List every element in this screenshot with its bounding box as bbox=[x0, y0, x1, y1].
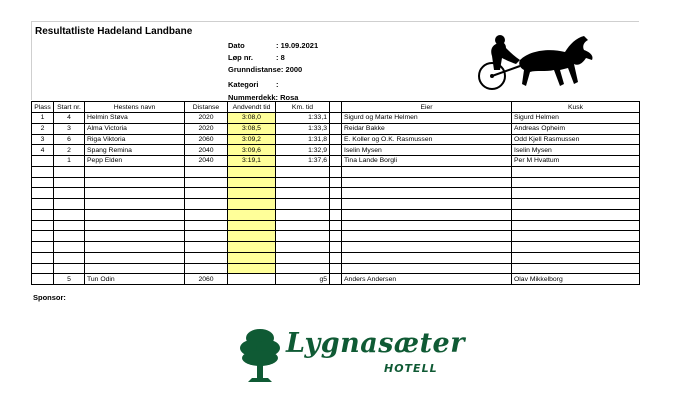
cell-distance bbox=[185, 263, 228, 274]
cell-time: 3:09,2 bbox=[228, 134, 276, 145]
col-header-place: Plass bbox=[32, 102, 54, 113]
cell-time bbox=[228, 188, 276, 199]
cell-time bbox=[228, 177, 276, 188]
table-row bbox=[32, 220, 640, 231]
meta-category: Kategori : bbox=[228, 80, 279, 89]
cell-km-time bbox=[276, 263, 330, 274]
cell-owner bbox=[342, 231, 512, 242]
cell-place bbox=[32, 199, 54, 210]
cell-owner bbox=[342, 166, 512, 177]
cell-owner: Reidar Bakke bbox=[342, 123, 512, 134]
cell-km-time: 1:37,6 bbox=[276, 156, 330, 167]
col-header-driver: Kusk bbox=[512, 102, 640, 113]
cell-km-time bbox=[276, 166, 330, 177]
table-header-row bbox=[32, 102, 640, 113]
cell-driver bbox=[512, 252, 640, 263]
cell-blank bbox=[330, 123, 342, 134]
cell-time: 3:19,1 bbox=[228, 156, 276, 167]
cell-distance: 2040 bbox=[185, 156, 228, 167]
cell-owner bbox=[342, 242, 512, 253]
cell-horse-name: Helmin Støva bbox=[85, 113, 185, 124]
col-header-blank bbox=[330, 102, 342, 113]
cell-blank bbox=[330, 209, 342, 220]
sponsor-logo bbox=[238, 326, 465, 384]
cell-place bbox=[32, 274, 54, 285]
cell-horse-name: Pepp Elden bbox=[85, 156, 185, 167]
cell-driver bbox=[512, 199, 640, 210]
cell-horse-name bbox=[85, 220, 185, 231]
cell-time bbox=[228, 166, 276, 177]
table-row bbox=[32, 166, 640, 177]
table-row bbox=[32, 156, 640, 167]
cell-distance bbox=[185, 209, 228, 220]
cell-owner bbox=[342, 209, 512, 220]
meta-race-number: Løp nr. : 8 bbox=[228, 53, 285, 62]
cell-place: 3 bbox=[32, 134, 54, 145]
cell-place bbox=[32, 188, 54, 199]
cell-owner bbox=[342, 220, 512, 231]
cell-distance bbox=[185, 199, 228, 210]
cell-blank bbox=[330, 113, 342, 124]
cell-horse-name bbox=[85, 263, 185, 274]
col-header-start: Start nr. bbox=[54, 102, 85, 113]
cell-driver bbox=[512, 263, 640, 274]
cell-horse-name bbox=[85, 252, 185, 263]
trotting-horse-sulky-icon bbox=[470, 30, 600, 96]
cell-blank bbox=[330, 263, 342, 274]
cell-place: 4 bbox=[32, 145, 54, 156]
cell-driver bbox=[512, 166, 640, 177]
cell-start-number bbox=[54, 177, 85, 188]
sponsor-sub: HOTELL bbox=[384, 362, 438, 375]
cell-driver: Andreas Opheim bbox=[512, 123, 640, 134]
cell-km-time: g5 bbox=[276, 274, 330, 285]
cell-driver bbox=[512, 188, 640, 199]
cell-km-time bbox=[276, 242, 330, 253]
cell-owner: Sigurd og Marte Helmen bbox=[342, 113, 512, 124]
cell-start-number bbox=[54, 209, 85, 220]
cell-place bbox=[32, 166, 54, 177]
cell-time bbox=[228, 199, 276, 210]
col-header-distance: Distanse bbox=[185, 102, 228, 113]
cell-start-number: 2 bbox=[54, 145, 85, 156]
cell-place bbox=[32, 156, 54, 167]
cell-start-number bbox=[54, 166, 85, 177]
cell-km-time bbox=[276, 177, 330, 188]
cell-driver: Sigurd Helmen bbox=[512, 113, 640, 124]
cell-km-time bbox=[276, 209, 330, 220]
cell-distance: 2040 bbox=[185, 145, 228, 156]
table-row bbox=[32, 231, 640, 242]
cell-distance bbox=[185, 231, 228, 242]
cell-place bbox=[32, 242, 54, 253]
table-row bbox=[32, 274, 640, 285]
sponsor-name: Lygnasæter bbox=[286, 328, 465, 359]
cell-blank bbox=[330, 252, 342, 263]
table-row bbox=[32, 145, 640, 156]
cell-driver: Olav Mikkelborg bbox=[512, 274, 640, 285]
cell-owner: E. Koller og O.K. Rasmussen bbox=[342, 134, 512, 145]
cell-place: 1 bbox=[32, 113, 54, 124]
cell-owner bbox=[342, 199, 512, 210]
cell-owner: Iselin Mysen bbox=[342, 145, 512, 156]
meta-base-distance: Grunndistanse: 2000 bbox=[228, 65, 303, 74]
table-row bbox=[32, 263, 640, 274]
cell-start-number bbox=[54, 188, 85, 199]
cell-time bbox=[228, 263, 276, 274]
cell-place bbox=[32, 177, 54, 188]
cell-owner bbox=[342, 252, 512, 263]
cell-time bbox=[228, 242, 276, 253]
cell-time bbox=[228, 231, 276, 242]
cell-km-time: 1:33,3 bbox=[276, 123, 330, 134]
tree-icon bbox=[238, 326, 282, 384]
cell-distance: 2060 bbox=[185, 134, 228, 145]
cell-start-number bbox=[54, 199, 85, 210]
cell-horse-name: Riga Viktoria bbox=[85, 134, 185, 145]
cell-distance bbox=[185, 188, 228, 199]
cell-blank bbox=[330, 274, 342, 285]
cell-blank bbox=[330, 242, 342, 253]
cell-owner: Anders Andersen bbox=[342, 274, 512, 285]
sheet-header bbox=[31, 21, 639, 100]
table-row bbox=[32, 188, 640, 199]
cell-distance bbox=[185, 252, 228, 263]
cell-driver: Per M Hvattum bbox=[512, 156, 640, 167]
cell-time: 3:09,6 bbox=[228, 145, 276, 156]
cell-blank bbox=[330, 166, 342, 177]
col-header-time: Andvendt tid bbox=[228, 102, 276, 113]
cell-blank bbox=[330, 188, 342, 199]
cell-blank bbox=[330, 220, 342, 231]
cell-driver: Odd Kjell Rasmussen bbox=[512, 134, 640, 145]
cell-place: 2 bbox=[32, 123, 54, 134]
cell-blank bbox=[330, 156, 342, 167]
cell-distance: 2060 bbox=[185, 274, 228, 285]
cell-distance: 2020 bbox=[185, 113, 228, 124]
cell-start-number bbox=[54, 231, 85, 242]
cell-horse-name bbox=[85, 188, 185, 199]
cell-driver bbox=[512, 242, 640, 253]
cell-km-time bbox=[276, 252, 330, 263]
results-table bbox=[31, 101, 640, 285]
cell-driver bbox=[512, 209, 640, 220]
cell-start-number: 4 bbox=[54, 113, 85, 124]
cell-time: 3:08,5 bbox=[228, 123, 276, 134]
cell-horse-name bbox=[85, 177, 185, 188]
table-row bbox=[32, 242, 640, 253]
cell-km-time bbox=[276, 199, 330, 210]
cell-owner bbox=[342, 177, 512, 188]
cell-owner bbox=[342, 263, 512, 274]
col-header-km-time: Km. tid bbox=[276, 102, 330, 113]
cell-blank bbox=[330, 199, 342, 210]
table-row bbox=[32, 209, 640, 220]
cell-driver bbox=[512, 231, 640, 242]
cell-owner bbox=[342, 188, 512, 199]
cell-distance bbox=[185, 242, 228, 253]
cell-horse-name bbox=[85, 209, 185, 220]
col-header-horse: Hestens navn bbox=[85, 102, 185, 113]
cell-owner: Tina Lande Borgli bbox=[342, 156, 512, 167]
cell-place bbox=[32, 252, 54, 263]
cell-time bbox=[228, 209, 276, 220]
cell-km-time bbox=[276, 231, 330, 242]
cell-place bbox=[32, 263, 54, 274]
cell-start-number: 3 bbox=[54, 123, 85, 134]
cell-km-time bbox=[276, 220, 330, 231]
cell-time bbox=[228, 220, 276, 231]
cell-distance bbox=[185, 177, 228, 188]
cell-horse-name: Tun Odin bbox=[85, 274, 185, 285]
cell-blank bbox=[330, 134, 342, 145]
cell-place bbox=[32, 231, 54, 242]
cell-start-number: 6 bbox=[54, 134, 85, 145]
cell-blank bbox=[330, 177, 342, 188]
table-row bbox=[32, 113, 640, 124]
cell-start-number: 1 bbox=[54, 156, 85, 167]
cell-horse-name bbox=[85, 199, 185, 210]
cell-driver bbox=[512, 220, 640, 231]
sponsor-label: Sponsor: bbox=[33, 293, 66, 302]
table-row bbox=[32, 199, 640, 210]
cell-horse-name bbox=[85, 231, 185, 242]
cell-horse-name: Alma Victoria bbox=[85, 123, 185, 134]
cell-time: 3:08,0 bbox=[228, 113, 276, 124]
table-row bbox=[32, 134, 640, 145]
cell-place bbox=[32, 209, 54, 220]
cell-blank bbox=[330, 231, 342, 242]
table-row bbox=[32, 252, 640, 263]
cell-time bbox=[228, 252, 276, 263]
cell-start-number bbox=[54, 242, 85, 253]
col-header-owner: Eier bbox=[342, 102, 512, 113]
cell-distance bbox=[185, 166, 228, 177]
cell-horse-name bbox=[85, 166, 185, 177]
cell-km-time: 1:32,9 bbox=[276, 145, 330, 156]
cell-driver bbox=[512, 177, 640, 188]
cell-start-number bbox=[54, 252, 85, 263]
cell-km-time bbox=[276, 188, 330, 199]
cell-time bbox=[228, 274, 276, 285]
cell-horse-name bbox=[85, 242, 185, 253]
meta-date: Dato : 19.09.2021 bbox=[228, 41, 319, 50]
cell-km-time: 1:33,1 bbox=[276, 113, 330, 124]
cell-start-number: 5 bbox=[54, 274, 85, 285]
cell-place bbox=[32, 220, 54, 231]
cell-blank bbox=[330, 145, 342, 156]
cell-start-number bbox=[54, 263, 85, 274]
cell-start-number bbox=[54, 220, 85, 231]
cell-distance bbox=[185, 220, 228, 231]
cell-distance: 2020 bbox=[185, 123, 228, 134]
cell-driver: Iselin Mysen bbox=[512, 145, 640, 156]
cell-km-time: 1:31,8 bbox=[276, 134, 330, 145]
table-row bbox=[32, 177, 640, 188]
page-title: Resultatliste Hadeland Landbane bbox=[35, 26, 193, 37]
meta-number-cover: Nummerdekk: Rosa bbox=[228, 93, 299, 102]
cell-horse-name: Spang Remina bbox=[85, 145, 185, 156]
table-row bbox=[32, 123, 640, 134]
